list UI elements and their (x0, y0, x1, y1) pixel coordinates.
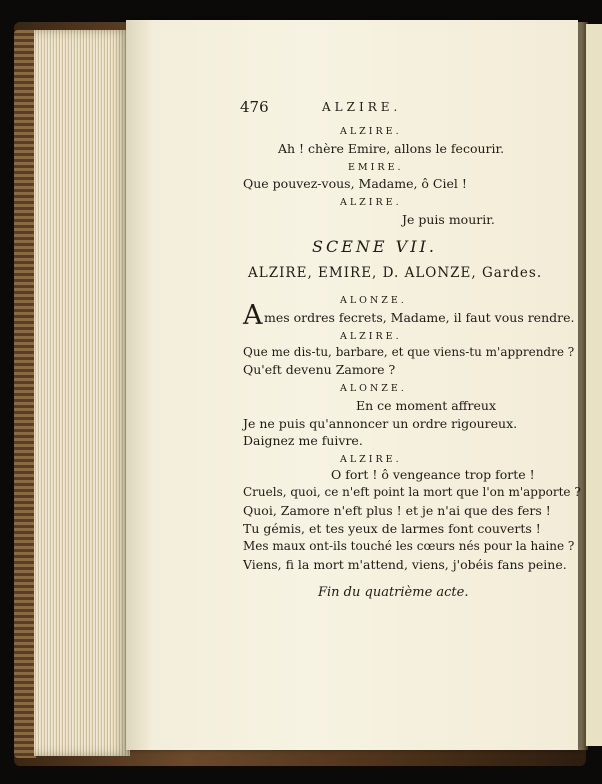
verse-line: Viens, fi la mort m'attend, viens, j'obéis fans peine. (243, 557, 567, 572)
verse-line: Mes maux ont-ils touché les cœurs nés pour la haine ? (243, 539, 575, 553)
speaker-label: ALZIRE. (340, 454, 402, 465)
verse-line: En ce moment affreux (356, 398, 497, 413)
speaker-label: ALZIRE. (340, 126, 402, 137)
verse-line: Que me dis-tu, barbare, et que viens-tu m'apprendre ? (243, 345, 575, 359)
verse-line: Quoi, Zamore n'eft plus ! et je n'ai que des fers ! (243, 503, 551, 518)
verse-line: Cruels, quoi, ce n'eft point la mort que l'on m'apporte ? (243, 485, 581, 499)
book-spine-edge (14, 30, 36, 758)
speaker-label: ALONZE. (340, 383, 407, 394)
speaker-label: ALZIRE. (340, 331, 402, 342)
book-page (126, 20, 581, 750)
verse-line: Tu gémis, et tes yeux de larmes font couverts ! (243, 521, 541, 536)
verse-line: Daignez me fuivre. (243, 433, 363, 448)
verse-line: Que pouvez-vous, Madame, ô Ciel ! (243, 176, 467, 191)
page-text (126, 20, 581, 750)
drop-cap: A (243, 300, 263, 331)
speaker-label: EMIRE. (348, 162, 404, 173)
verse-line: Je puis mourir. (402, 212, 495, 227)
verse-line: O fort ! ô vengeance trop forte ! (331, 467, 535, 482)
page-stack-edges (34, 30, 130, 756)
page-number: 476 (240, 98, 269, 116)
end-of-act-note: Fin du quatrième acte. (318, 585, 469, 600)
facing-page-edge (586, 24, 602, 746)
speaker-label: ALONZE. (340, 295, 407, 306)
verse-line: Qu'eft devenu Zamore ? (243, 362, 396, 377)
scene-title: SCENE VII. (312, 237, 437, 256)
verse-line: Je ne puis qu'annoncer un ordre rigoureux. (243, 416, 518, 431)
verse-line: mes ordres fecrets, Madame, il faut vous rendre. (264, 310, 575, 325)
verse-line: Ah ! chère Emire, allons le fecourir. (278, 141, 505, 156)
speaker-label: ALZIRE. (340, 197, 402, 208)
scene-persons: ALZIRE, EMIRE, D. ALONZE, Gardes. (248, 265, 543, 281)
running-title: ALZIRE. (322, 100, 402, 114)
